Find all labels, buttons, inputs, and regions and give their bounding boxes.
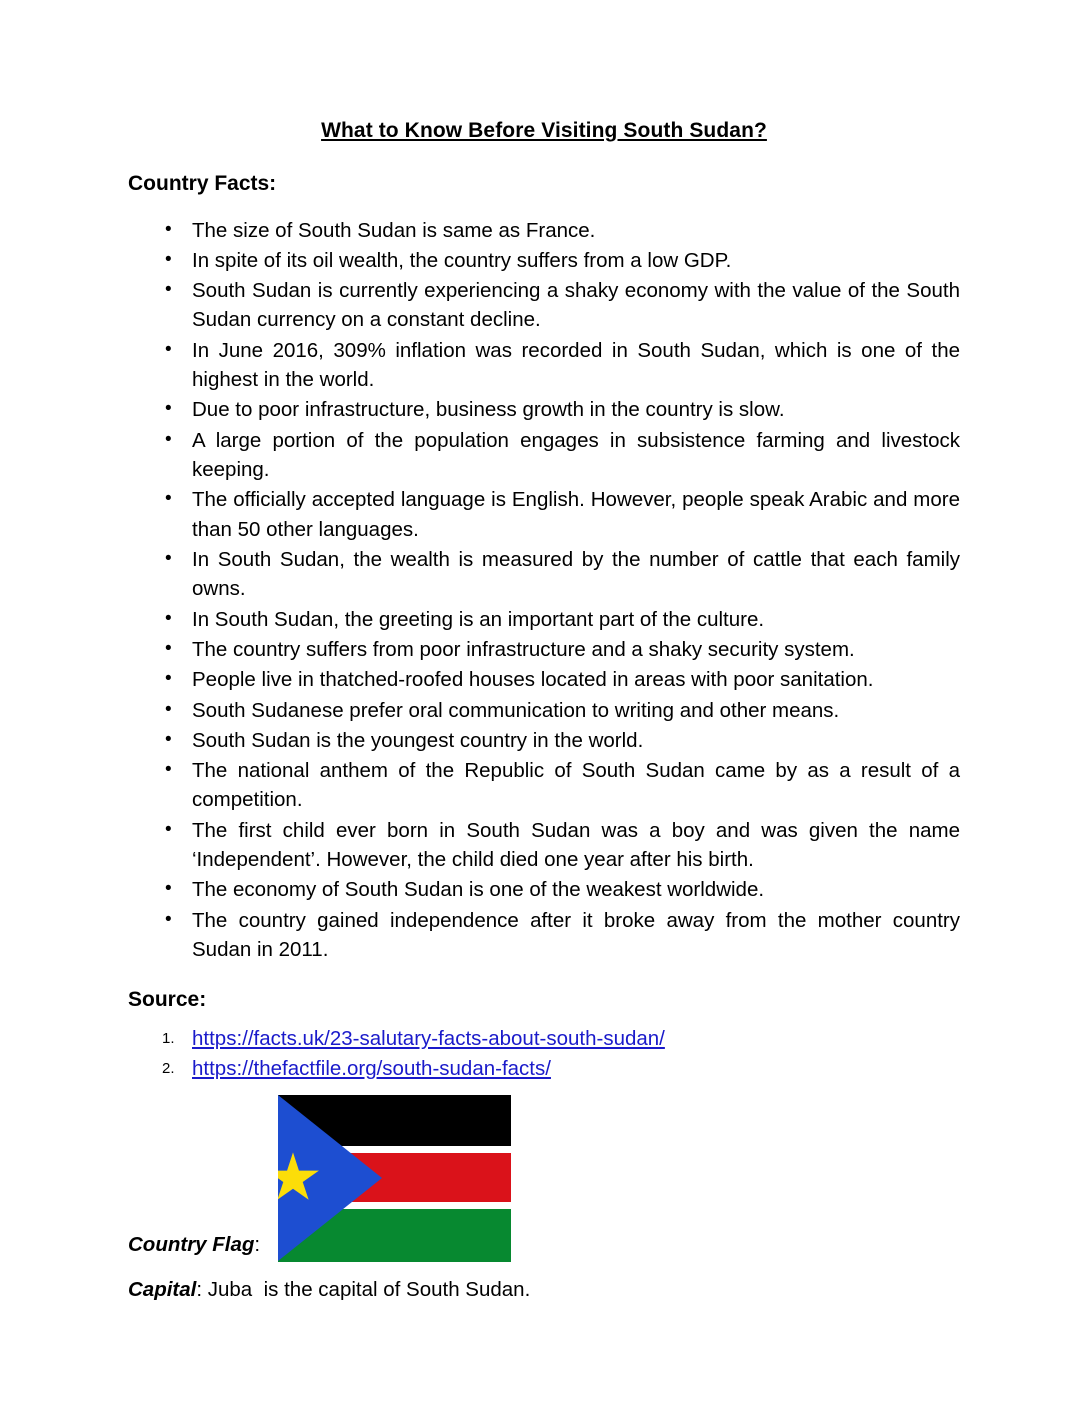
list-item: • South Sudanese prefer oral communication to writing and other means. xyxy=(128,696,960,725)
list-item xyxy=(128,1024,960,1053)
country-flag-colon: : xyxy=(254,1232,261,1256)
list-item: • The size of South Sudan is same as France. xyxy=(128,216,960,245)
country-facts-heading: Country Facts: xyxy=(128,172,277,196)
list-item: • The officially accepted language is English. However, people speak Arabic and more than 50 other languages. xyxy=(128,485,960,544)
capital-text: Juba is the capital of South Sudan. xyxy=(202,1277,531,1301)
list-item: • The first child ever born in South Sudan was a boy and was given the name ‘Independent’. However, the child died one year after his birth. xyxy=(128,816,960,875)
list-item: • Due to poor infrastructure, business growth in the country is slow. xyxy=(128,395,960,424)
capital-line xyxy=(128,1275,960,1306)
list-item: • South Sudan is the youngest country in the world. xyxy=(128,726,960,755)
list-item: • In spite of its oil wealth, the country suffers from a low GDP. xyxy=(128,246,960,275)
source-heading: Source: xyxy=(128,988,207,1012)
page-title: What to Know Before Visiting South Sudan? xyxy=(321,119,767,142)
country-facts-list xyxy=(128,216,960,965)
source-list xyxy=(128,1024,960,1083)
list-item: • The country gained independence after it broke away from the mother country Sudan in 2011. xyxy=(128,906,960,965)
country-flag-label: Country Flag xyxy=(128,1232,255,1256)
list-item: • A large portion of the population engages in subsistence farming and livestock keeping. xyxy=(128,426,960,485)
list-item: • In South Sudan, the greeting is an important part of the culture. xyxy=(128,605,960,634)
document-content xyxy=(128,118,960,1305)
country-flag-caption xyxy=(128,1230,960,1261)
flag-caption-row xyxy=(128,1230,960,1261)
list-item: • In South Sudan, the wealth is measured by the number of cattle that each family owns. xyxy=(128,545,960,604)
list-item: • The country suffers from poor infrastructure and a shaky security system. xyxy=(128,635,960,664)
list-item xyxy=(128,1054,960,1083)
list-item: • People live in thatched-roofed houses located in areas with poor sanitation. xyxy=(128,665,960,694)
source-link-1[interactable]: https://facts.uk/23-salutary-facts-about-south-sudan/ xyxy=(192,1026,665,1050)
list-item: • South Sudan is currently experiencing a shaky economy with the value of the South Sudan currency on a constant decline. xyxy=(128,276,960,335)
capital-colon: : xyxy=(196,1277,203,1301)
source-link-2[interactable]: https://thefactfile.org/south-sudan-facts/ xyxy=(192,1056,551,1080)
list-item: • In June 2016, 309% inflation was recorded in South Sudan, which is one of the highest in the world. xyxy=(128,336,960,395)
capital-label: Capital xyxy=(128,1277,197,1301)
list-item: • The economy of South Sudan is one of the weakest worldwide. xyxy=(128,875,960,904)
list-item: • The national anthem of the Republic of South Sudan came by as a result of a competition. xyxy=(128,756,960,815)
